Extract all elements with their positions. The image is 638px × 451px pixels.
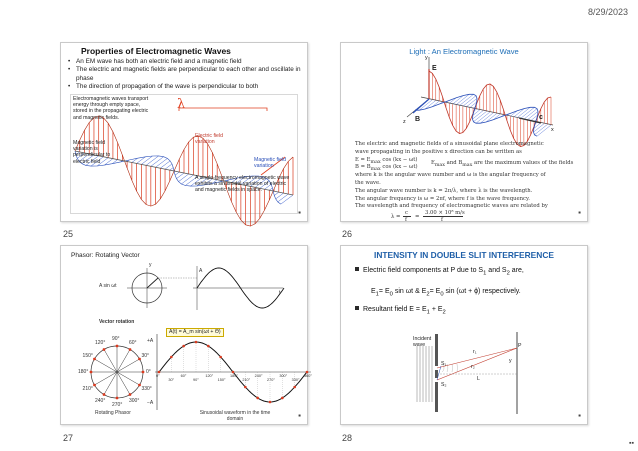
label-S1: S₁	[441, 361, 447, 367]
magnetic-field-line	[181, 175, 193, 184]
waveform-point	[158, 371, 161, 374]
tick-label: 270°	[267, 378, 275, 382]
angle-label: 30°	[141, 352, 149, 359]
phasor-point	[90, 371, 93, 374]
label-y: y	[509, 358, 512, 364]
waveform-point	[219, 356, 222, 359]
b-field-line	[537, 125, 551, 136]
tick-label: 210°	[242, 378, 251, 382]
wave-equations-text	[355, 141, 593, 223]
text-part: E	[371, 288, 376, 295]
equation-B	[355, 160, 593, 173]
pdf-page-icon: ▪	[298, 208, 301, 217]
phasor-point	[116, 345, 119, 348]
waveform-point	[306, 371, 309, 374]
eq-part: 3.00 × 10⁸ m/s	[425, 210, 465, 217]
angle-label: 0°	[146, 369, 151, 375]
text-line: where k is the angular wave number and ω is the angular frequency of	[355, 172, 546, 179]
magnetic-field-line	[156, 158, 168, 167]
eq-part: λ =	[391, 214, 401, 221]
text-part: + E	[429, 306, 443, 313]
angle-label: 150°	[82, 352, 93, 359]
eq-part: f	[441, 217, 443, 224]
slide-title: Properties of Electromagnetic Waves	[81, 46, 231, 56]
tick-label: 300°	[279, 374, 288, 378]
phasor-spoke	[117, 372, 140, 385]
angle-label: 330°	[141, 385, 152, 392]
phasor-formula: A(t) = A_m sin(ωt + Θ)	[166, 328, 224, 337]
tick-label: 180°	[230, 374, 238, 378]
pdf-page-icon: ▪	[578, 208, 581, 217]
vector-B	[413, 99, 429, 113]
phasor-point	[142, 371, 145, 374]
plane-wave-drawing	[401, 55, 559, 139]
magnetic-field-line	[176, 173, 184, 179]
angle-label: 210°	[82, 385, 93, 392]
label-t: t	[279, 290, 281, 296]
label-S2: S₂	[441, 382, 447, 388]
phasor-sine-figure	[97, 260, 287, 314]
text-line: wave propagating in the positive x direction can be written as	[355, 148, 522, 155]
magnetic-field-line	[165, 164, 172, 169]
label-E: E	[432, 65, 437, 72]
lambda-bracket	[179, 108, 267, 111]
em-wave-figure	[70, 94, 298, 214]
waveform-point	[269, 401, 272, 404]
slide-27[interactable]	[60, 245, 312, 425]
tick-label: 0°	[156, 374, 160, 378]
waveform-point	[207, 345, 210, 348]
double-slit-figure	[413, 326, 525, 418]
bullet-list	[67, 58, 303, 92]
pdf-export-icon: ▪▪	[629, 440, 634, 447]
phasor-point	[103, 348, 106, 351]
magnetic-field-line	[146, 156, 159, 165]
sub: 2	[442, 309, 446, 316]
sub: 1	[375, 291, 379, 298]
magnetic-field-line	[160, 161, 170, 168]
waveform-point	[232, 371, 235, 374]
magnetic-field-line	[281, 195, 293, 204]
text-part: sin (ωt + ϕ) respectively.	[443, 288, 521, 295]
eq-part: and B	[445, 160, 463, 167]
ray-r1	[437, 348, 517, 368]
phasor-spoke	[117, 359, 140, 372]
b-field-line	[493, 114, 500, 120]
eq-sub: max	[462, 163, 473, 169]
caption-single-frequency: A single-frequency electromagnetic wave exhibits a sinusoidal variation of electric and magnetic fields in space.	[195, 175, 290, 194]
label-L: L	[477, 376, 480, 382]
diffracted-wave	[452, 364, 453, 372]
waveform-point	[256, 397, 259, 400]
slit-barrier-bottom	[435, 382, 438, 412]
b-field-line	[449, 98, 456, 104]
sub: 0	[440, 291, 444, 298]
tick-label: 150°	[217, 378, 226, 382]
phasor-point	[129, 393, 132, 396]
label-magnetic-variation: Magnetic field variation	[254, 157, 287, 170]
tick-label: 30°	[168, 378, 175, 382]
max-values-note	[431, 160, 573, 170]
pdf-page-icon: ▪	[298, 411, 301, 420]
label-c: c	[539, 114, 543, 121]
phasor-vector	[147, 278, 158, 288]
phasor-point	[116, 397, 119, 400]
slide-28[interactable]	[340, 245, 588, 425]
sub: 2	[506, 270, 510, 277]
text-part: Resultant field E = E	[363, 306, 427, 313]
magnetic-field-line	[175, 172, 179, 175]
pdf-page-icon: ▪	[578, 411, 581, 420]
phasor-spoke	[117, 349, 130, 372]
label-r1: r₁	[473, 349, 477, 355]
vector-c	[519, 118, 541, 123]
field-equations	[371, 288, 521, 297]
phasor-spoke	[94, 372, 117, 385]
b-field-line	[510, 111, 517, 117]
waveform-point	[293, 386, 296, 389]
angle-label: 60°	[129, 340, 137, 347]
plus-a-label: +A	[147, 338, 154, 344]
tick-label: 120°	[205, 374, 214, 378]
sub: 0	[389, 291, 393, 298]
waveform-point	[170, 356, 173, 359]
slide-number: 28	[342, 433, 353, 443]
slide-title: INTENSITY IN DOUBLE SLIT INTERFERENCE	[374, 250, 554, 260]
square-bullet-icon	[355, 267, 359, 271]
tick-label: 60°	[180, 374, 187, 378]
bullet-resultant-field	[355, 306, 446, 315]
text-part: Electric field components at P due to S	[363, 267, 484, 274]
tick-label: 330°	[291, 378, 300, 382]
text-line: The wavelength and frequency of electromagnetic waves are related by	[355, 203, 548, 210]
text-line: The electric and magnetic fields of a sinusoidal plane electromagnetic	[355, 141, 544, 147]
caption-rotating-phasor: Rotating Phasor	[95, 410, 131, 416]
label-z: z	[403, 119, 406, 125]
label-B: B	[415, 116, 421, 123]
slide-number: 27	[63, 433, 74, 443]
print-date: 8/29/2023	[587, 7, 628, 17]
text-line: The angular wave number is k = 2π/λ, where λ is the wavelength.	[355, 187, 533, 194]
magnetic-field-line	[276, 193, 284, 199]
phasor-point	[103, 393, 106, 396]
eq-part: c	[405, 210, 408, 217]
angle-label: 300°	[129, 397, 140, 404]
tick-label: 240°	[254, 374, 263, 378]
phasor-spoke	[104, 349, 117, 372]
eq-part: cos (kx − ωt)	[380, 164, 418, 171]
slide-number: 25	[63, 229, 74, 239]
angle-label: 180°	[78, 369, 89, 375]
bullet-item: • An EM wave has both an electric field and a magnetic field	[67, 58, 303, 66]
eq-sub: max	[434, 163, 445, 169]
tick-label: 360°	[304, 374, 312, 378]
label-electric-variation: Electric field variation	[195, 133, 223, 146]
waveform-point	[195, 341, 198, 344]
text-part: are,	[509, 267, 524, 274]
eq-part: B = B	[355, 164, 371, 171]
eq-part: =	[415, 214, 420, 221]
slit-barrier-top	[435, 334, 438, 366]
phasor-point	[93, 384, 96, 387]
square-bullet-icon	[355, 306, 359, 310]
phasor-spoke	[104, 372, 117, 395]
magnetic-field-line	[178, 174, 188, 182]
label-x: x	[551, 127, 554, 133]
equation-lambda	[355, 211, 593, 223]
bullet-electric-components	[355, 267, 524, 276]
text-part: = E	[429, 288, 441, 295]
eq-part: E	[431, 160, 435, 167]
minus-a-label: −A	[147, 400, 154, 406]
phasor-spoke	[94, 359, 117, 372]
eq-part: are the maximum values of the fields	[472, 160, 574, 167]
phasor-point	[129, 348, 132, 351]
slide-title: Phasor: Rotating Vector	[71, 252, 140, 259]
vector-rotation-figure	[75, 319, 312, 422]
angle-label: 240°	[95, 397, 106, 404]
text-part: sin ωt & E	[392, 288, 427, 295]
eq-part: cos (kx − ωt)	[380, 156, 418, 163]
plane-wave-figure	[401, 55, 559, 139]
b-field-line	[432, 101, 439, 107]
bullet-item: • The electric and magnetic fields are perpendicular to each other and oscillate in phase	[67, 66, 303, 83]
waveform-point	[244, 386, 247, 389]
b-wave-envelope	[415, 94, 538, 136]
sub: 1	[483, 270, 487, 277]
magnetic-field-line	[170, 168, 173, 171]
slide-number: 26	[342, 229, 353, 239]
text-line: The angular frequency is ω = 2πf, where f is the wave frequency.	[355, 195, 530, 202]
lambda-symbol: λ	[177, 97, 186, 112]
waveform-point	[182, 345, 185, 348]
label-P: P	[518, 343, 522, 349]
label-incident-wave: Incident wave	[413, 336, 432, 349]
eq-sub: max	[370, 159, 381, 165]
label-a-sin: A sin ωt	[99, 283, 117, 289]
eq-sub: max	[370, 167, 381, 173]
eq-part: E = E	[355, 156, 371, 163]
text-part: and S	[486, 267, 507, 274]
phasor-sine-drawing	[97, 260, 287, 314]
label-y: y	[149, 262, 152, 268]
label-y: y	[425, 55, 428, 61]
vector-rotation-label: Vector rotation	[99, 319, 135, 325]
bullet-item: • The direction of propagation of the wave is perpendicular to both	[67, 83, 303, 91]
slide-25[interactable]	[60, 42, 308, 222]
tick-label: 90°	[193, 378, 199, 382]
caption-sinusoidal: Sinusoidal waveform in the time domain	[199, 410, 271, 422]
label-a: A	[199, 268, 203, 274]
caption-magnetic-perpendicular: Magnetic field variation is perpendicular to electric field	[73, 140, 111, 165]
angle-label: 270°	[112, 402, 123, 408]
angle-label: 120°	[95, 340, 106, 347]
text-part: = E	[378, 288, 390, 295]
sub: 2	[426, 291, 430, 298]
eq-part: f	[405, 217, 407, 224]
slide-title: Light : An Electromagnetic Wave	[409, 47, 519, 56]
slide-26[interactable]	[340, 42, 588, 222]
magnetic-field-line	[151, 157, 164, 167]
vector-rotation-drawing	[75, 326, 311, 418]
magnetic-field-line	[278, 194, 288, 202]
waveform-point	[281, 397, 284, 400]
angle-label: 90°	[112, 336, 120, 342]
phasor-spoke	[117, 372, 130, 395]
phasor-point	[93, 358, 96, 361]
text-line: the wave.	[355, 179, 381, 186]
sub: 1	[426, 309, 430, 316]
label-r2: r₂	[471, 364, 475, 370]
fraction-bar	[423, 216, 463, 217]
caption-energy: Electromagnetic waves transport energy through empty space, stored in the propagating electric and magnetic fields.	[73, 96, 149, 121]
